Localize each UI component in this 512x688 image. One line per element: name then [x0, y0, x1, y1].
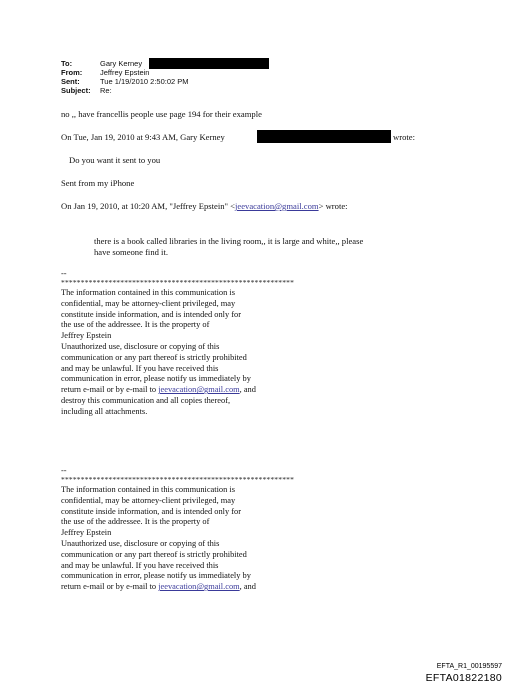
disclaimer-2-line: communication in error, please notify us immediately by [61, 571, 251, 581]
disclaimer-1-line: destroy this communication and all copies thereof, [61, 395, 231, 405]
disclaimer-1-line: confidential, may be attorney-client privileged, may [61, 298, 236, 308]
disclaimer-2-stars: *********************************************************** [61, 475, 295, 484]
subject-value: Re: [100, 86, 112, 95]
quote1-intro-post: wrote: [393, 132, 415, 142]
disclaimer-2-line: and may be unlawful. If you have received this [61, 560, 219, 570]
disclaimer-1-email-line [61, 385, 361, 396]
bates-number-small: EFTA_R1_00195597 [436, 663, 502, 670]
disclaimer-2-email-post: , and [239, 582, 256, 592]
disclaimer-1-line: constitute inside information, and is intended only for [61, 309, 242, 319]
disclaimer-1-line: and may be unlawful. If you have received this [61, 363, 219, 373]
signature: Sent from my iPhone [61, 178, 135, 188]
quote1-intro-pre: On Tue, Jan 19, 2010 at 9:43 AM, Gary Kerney [61, 132, 225, 142]
disclaimer-1-email-post: , and [239, 385, 256, 395]
disclaimer-1-line: communication or any part thereof is strictly prohibited [61, 352, 247, 362]
disclaimer-1-email-pre: return e-mail or by e-mail to [61, 385, 159, 395]
sent-value: Tue 1/19/2010 2:50:02 PM [100, 77, 189, 86]
sent-row [61, 77, 281, 86]
from-label: From: [61, 68, 83, 77]
disclaimer-1-email-link[interactable]: jeevacation@gmail.com [158, 385, 240, 395]
disclaimer-2-email-pre: return e-mail or by e-mail to [61, 582, 159, 592]
quote2-intro-pre: On Jan 19, 2010, at 10:20 AM, "Jeffrey Epstein" < [61, 201, 236, 211]
disclaimer-2 [61, 466, 361, 593]
quote2-intro [61, 201, 348, 212]
disclaimer-2-line: constitute inside information, and is intended only for [61, 506, 242, 516]
reply-line: no ,, have francellis people use page 194 for their example [61, 109, 262, 119]
disclaimer-1-stars: *********************************************************** [61, 278, 295, 287]
disclaimer-1-line: Jeffrey Epstein [61, 331, 112, 341]
disclaimer-1 [61, 269, 361, 418]
from-row [61, 68, 281, 77]
disclaimer-2-line: The information contained in this communication is [61, 485, 235, 494]
disclaimer-1-line: including all attachments. [61, 406, 148, 416]
quote2-intro-post: > wrote: [318, 201, 348, 211]
subject-row [61, 86, 281, 95]
quote2-email-link[interactable]: jeevacation@gmail.com [235, 201, 319, 211]
redaction-quote1-email [257, 130, 391, 143]
disclaimer-2-email-line [61, 582, 361, 593]
disclaimer-1-line: The information contained in this communication is [61, 288, 235, 297]
quote1-text: Do you want it sent to you [69, 155, 161, 165]
disclaimer-1-line: the use of the addressee. It is the property of [61, 320, 210, 330]
disclaimer-2-line: Unauthorized use, disclosure or copying of this [61, 538, 220, 548]
bates-number-large: EFTA01822180 [425, 672, 502, 684]
subject-label: Subject: [61, 86, 91, 95]
disclaimer-2-line: communication or any part thereof is strictly prohibited [61, 549, 247, 559]
redaction-to-email [149, 58, 269, 69]
disclaimer-1-line: communication in error, please notify us immediately by [61, 374, 251, 384]
disclaimer-2-line: confidential, may be attorney-client privileged, may [61, 495, 236, 505]
disclaimer-2-email-link[interactable]: jeevacation@gmail.com [158, 582, 240, 592]
to-label: To: [61, 59, 73, 68]
quote2-line2: have someone find it. [94, 247, 168, 257]
quote2-line1: there is a book called libraries in the living room,, it is large and white,, please [94, 236, 364, 246]
disclaimer-1-dashes: -- [61, 269, 67, 278]
disclaimer-2-dashes: -- [61, 466, 67, 475]
disclaimer-2-line: Jeffrey Epstein [61, 528, 112, 538]
disclaimer-1-line: Unauthorized use, disclosure or copying of this [61, 341, 220, 351]
from-value: Jeffrey Epstein [100, 68, 150, 77]
disclaimer-2-line: the use of the addressee. It is the property of [61, 517, 210, 527]
to-value: Gary Kerney [100, 59, 143, 68]
sent-label: Sent: [61, 77, 80, 86]
